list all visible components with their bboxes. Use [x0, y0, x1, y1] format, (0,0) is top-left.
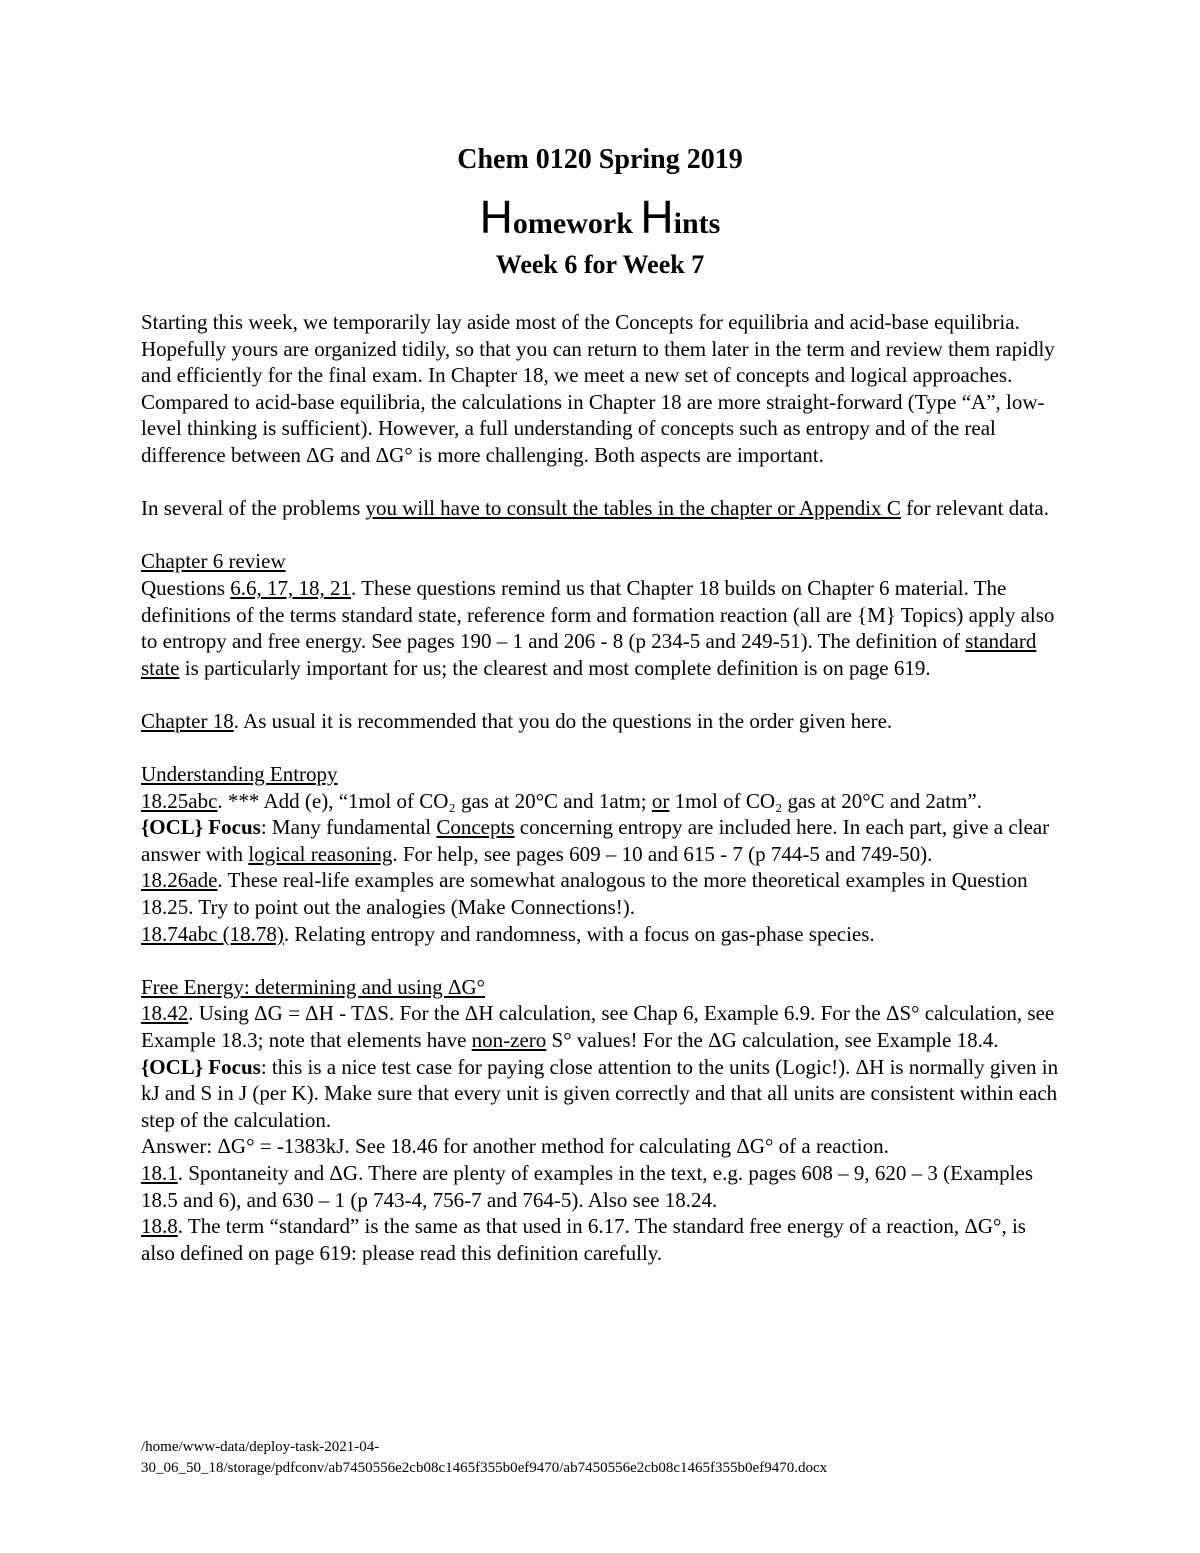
q-18-1-link[interactable]: 18.1 [141, 1161, 178, 1185]
intro-paragraph: Starting this week, we temporarily lay aside most of the Concepts for equilibria and acid-base equilibria. Hopefully yours are organized tidily, so that you can return to them later in the term and review them rapidly and efficiently for the final exam. In Chapter 18, we meet a new set of concepts and logical approaches. Compared to acid-base equilibria, the calculations in Chapter 18 are more straight-forward (Type “A”, low-level thinking is sufficient). However, a full understanding of concepts such as entropy and of the real difference between ΔG and ΔG° is more challenging. Both aspects are important. [141, 310, 1055, 467]
chapter6-paragraph [141, 575, 1061, 681]
q-18-26-link[interactable]: 18.26ade [141, 868, 218, 893]
q-18-25-or: or [651, 788, 670, 813]
q-18-8-text: . The term “standard” is the same as that used in 6.17. The standard free energy of a reaction, ΔG°, is also defined on page 619: please read this definition carefully. [141, 1214, 1026, 1265]
chapter18-link[interactable]: Chapter 18 [141, 708, 234, 733]
q-18-25-link[interactable]: 18.25abc [141, 788, 218, 813]
tables-paragraph [141, 495, 1061, 522]
question-18-74 [141, 921, 1061, 948]
ch6-text-post: is particularly important for us; the clearest and most complete definition is on page 619. [179, 655, 931, 680]
logical-reasoning-link[interactable]: logical reasoning [248, 841, 393, 866]
focus-text-c: . For help, see pages 609 – 10 and 615 - 7 (p 744-5 and 749-50). [392, 841, 933, 866]
ch6-text-pre: Questions [141, 575, 231, 600]
question-18-1 [141, 1160, 1061, 1213]
q-18-1-text: . Spontaneity and ΔG. There are plenty of examples in the text, e.g. pages 608 – 9, 620 – 3 (Examples 18.5 and 6), and 630 – 1 (p 743-4, 756-7 and 764-5). Also see 18.24. [141, 1161, 1033, 1212]
question-18-8 [141, 1213, 1061, 1266]
q-18-42-link[interactable]: 18.42 [141, 1001, 189, 1026]
q-18-74-link[interactable]: 18.74abc (18.78) [141, 921, 284, 946]
document-body [141, 309, 1061, 1266]
q-18-25-text-a: . *** Add (e), “1mol of CO₂ gas at 20°C and 1atm; [217, 788, 652, 813]
course-title: Chem 0120 Spring 2019 [457, 144, 743, 175]
document-title [0, 190, 1200, 244]
standard-state-link[interactable]: standard state [141, 629, 1037, 680]
ch6-questions-link[interactable]: 6.6, 17, 18, 21 [230, 575, 351, 600]
q-18-74-text: . Relating entropy and randomness, with a focus on gas-phase species. [283, 921, 875, 946]
entropy-focus [141, 814, 1061, 867]
q-18-8-link[interactable]: 18.8 [141, 1214, 178, 1239]
answer-line: Answer: ΔG° = -1383kJ. See 18.46 for another method for calculating ΔG° of a reaction. [141, 1134, 889, 1159]
entropy-heading[interactable]: Understanding Entropy [141, 762, 338, 787]
footer-line-2: 30_06_50_18/storage/pdfconv/ab7450556e2cb08c1465f355b0ef9470/ab7450556e2cb08c1465f355b0ef9470.docx [141, 1460, 828, 1476]
focus-text-a: : Many fundamental [260, 815, 437, 840]
free-energy-heading[interactable]: Free Energy: determining and using ΔG° [141, 974, 486, 999]
non-zero-emphasis: non-zero [471, 1028, 547, 1053]
tables-link[interactable]: you will have to consult the tables in the chapter or Appendix C [365, 496, 901, 521]
q-18-42-text-a: . Using ΔG = ΔH - TΔS. For the ΔH calculation, see Chap 6, Example 6.9. For the ΔS° calculation, see Example 18.3; note that elements have [141, 1001, 1055, 1053]
question-18-42 [141, 1000, 1061, 1133]
title-word-omework: omework [512, 207, 641, 240]
focus-text-b: concerning entropy are included here. In each part, give a clear answer with [141, 815, 1050, 866]
ch18-text: . As usual it is recommended that you do the questions in the order given here. [233, 708, 893, 733]
tables-text-pre: In several of the problems [141, 496, 366, 521]
q-18-42-text-b: S° values! For the ΔG calculation, see Example 18.4. [546, 1028, 999, 1053]
q-18-26-text: . These real-life examples are somewhat analogous to the more theoretical examples in Question 18.25. Try to point out the analogies (Make Connections!). [141, 868, 1028, 920]
file-path-footer [141, 1437, 827, 1479]
title-initial-h: H [479, 191, 513, 243]
ch6-text-mid: . These questions remind us that Chapter 18 builds on Chapter 6 material. The definitions of the terms standard state, reference form and formation reaction (all are {M} Topics) apply also to entropy and free energy. See pages 190 – 1 and 206 - 8 (p 234-5 and 249-51). The definition of [141, 575, 1055, 654]
question-18-26 [141, 867, 1061, 920]
ocl-focus-tag-2: {OCL} Focus [141, 1054, 261, 1079]
week-subtitle: Week 6 for Week 7 [495, 250, 705, 279]
q-18-25-text-b: 1mol of CO₂ gas at 20°C and 2atm”. [669, 788, 982, 813]
title-word-ints: ints [673, 207, 721, 240]
ocl-focus-tag: {OCL} Focus [141, 815, 261, 840]
title-initial-h2: H [640, 191, 674, 243]
tables-text-post: for relevant data. [900, 496, 1049, 521]
q-18-42-text-c: : this is a nice test case for paying close attention to the units (Logic!). ΔH is normally given in kJ and S in J (per K). Make sure that every unit is given correctly and that all units are consistent within each step of the calculation. [141, 1054, 1059, 1132]
footer-line-1: /home/www-data/deploy-task-2021-04- [141, 1439, 380, 1455]
question-18-25 [141, 788, 1061, 815]
concepts-link[interactable]: Concepts [436, 815, 515, 840]
chapter18-paragraph [141, 708, 1061, 735]
chapter6-heading[interactable]: Chapter 6 review [141, 549, 286, 574]
